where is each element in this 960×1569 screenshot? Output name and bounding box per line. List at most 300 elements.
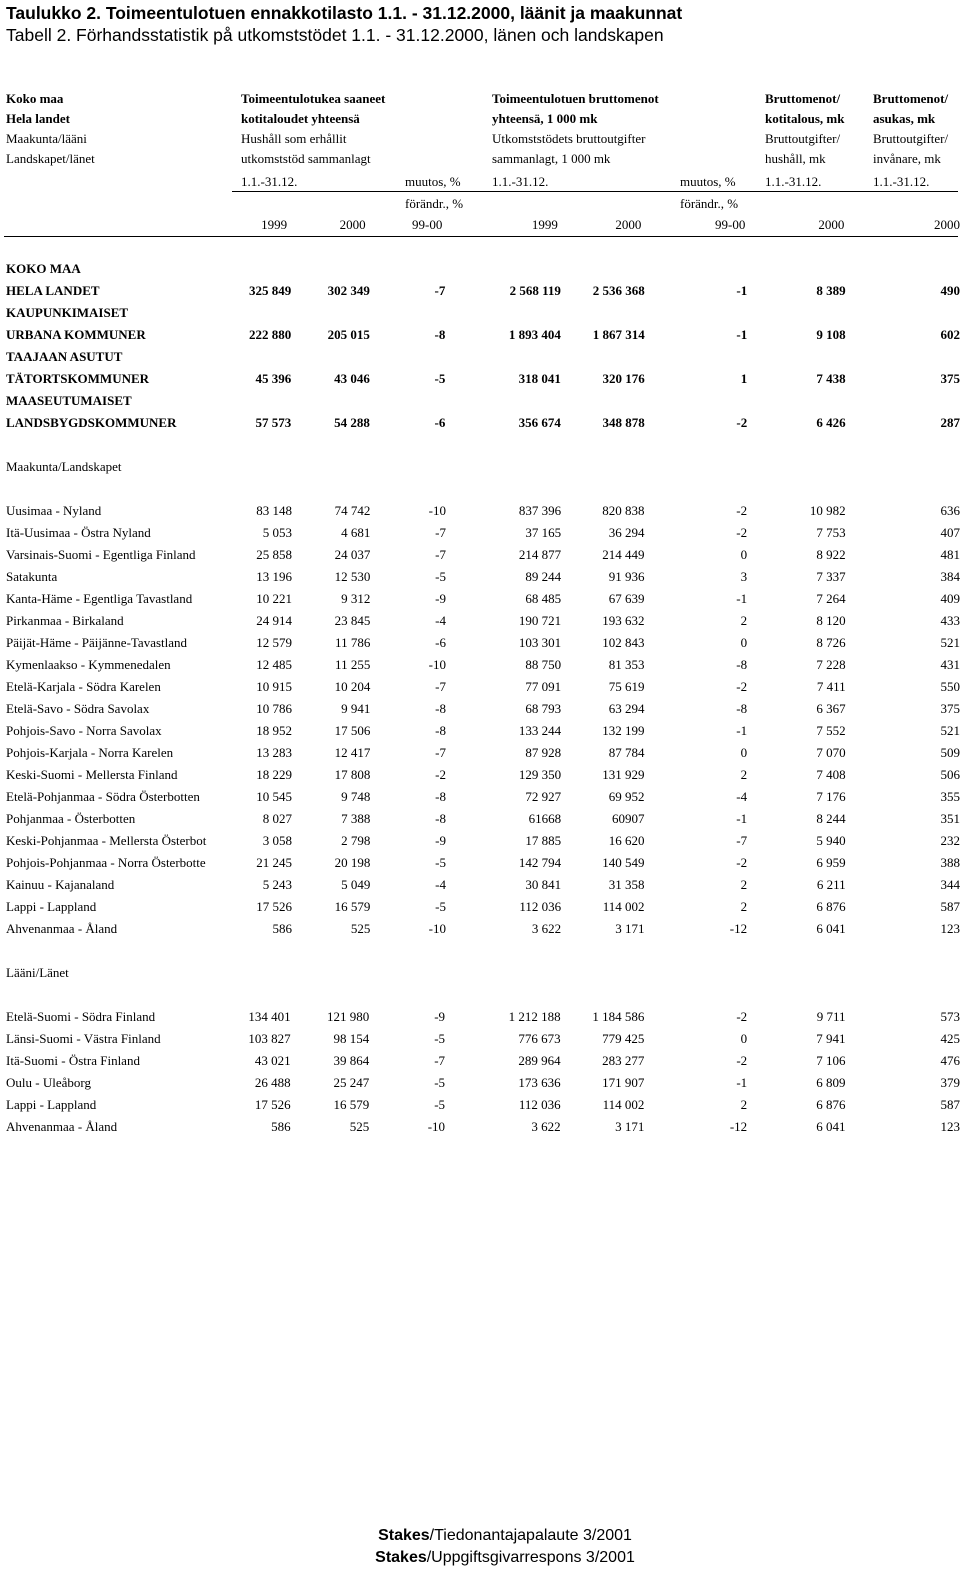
table-row bbox=[0, 852, 960, 874]
table-cell: 9 711 bbox=[816, 1009, 846, 1024]
table-cell: 7 408 bbox=[816, 767, 846, 782]
year-label: 1999 bbox=[531, 217, 558, 232]
table-cell: 9 108 bbox=[816, 327, 846, 342]
table-cell: 573 bbox=[940, 1009, 960, 1024]
table-cell: 550 bbox=[940, 679, 960, 694]
table-cell: 17 808 bbox=[334, 767, 371, 782]
table-cell: 4 681 bbox=[341, 525, 371, 540]
table-cell: 43 046 bbox=[334, 371, 370, 386]
row-label: Lappi - Lappland bbox=[6, 1097, 97, 1112]
table-cell: 320 176 bbox=[602, 371, 645, 386]
table-row bbox=[0, 412, 960, 434]
table-cell: 6 809 bbox=[816, 1075, 846, 1090]
row-label: Keski-Suomi - Mellersta Finland bbox=[6, 767, 178, 782]
table-cell: 433 bbox=[940, 613, 960, 628]
table-cell: -5 bbox=[435, 855, 447, 870]
header-text: invånare, mk bbox=[873, 151, 941, 166]
row-label: KOKO MAA bbox=[6, 261, 81, 276]
table-cell: 7 106 bbox=[816, 1053, 846, 1068]
year-header-row bbox=[0, 214, 960, 236]
table-cell: 7 264 bbox=[816, 591, 846, 606]
table-row bbox=[0, 566, 960, 588]
table-cell: 30 841 bbox=[525, 877, 562, 892]
table-cell: 77 091 bbox=[525, 679, 562, 694]
table-cell: 2 bbox=[740, 1097, 748, 1112]
table-cell: 379 bbox=[940, 1075, 960, 1090]
table-cell: 133 244 bbox=[518, 723, 562, 738]
table-cell: 636 bbox=[940, 503, 960, 518]
table-cell: 91 936 bbox=[608, 569, 645, 584]
row-label: Kainuu - Kajanaland bbox=[6, 877, 115, 892]
regions-title-table bbox=[0, 456, 240, 478]
table-cell: 6 876 bbox=[816, 1097, 846, 1112]
table-cell: 506 bbox=[940, 767, 960, 782]
year-label: 2000 bbox=[934, 217, 960, 232]
row-label: MAASEUTUMAISET bbox=[6, 393, 132, 408]
table-cell: 9 312 bbox=[341, 591, 371, 606]
table-cell: 1 bbox=[740, 371, 748, 386]
table-row bbox=[0, 1050, 960, 1072]
table-cell: -5 bbox=[435, 569, 447, 584]
header-region-column bbox=[6, 89, 95, 169]
table-row bbox=[0, 698, 960, 720]
table-cell: 0 bbox=[740, 635, 748, 650]
table-cell: 5 053 bbox=[262, 525, 293, 540]
row-label: Päijät-Häme - Päijänne-Tavastland bbox=[6, 635, 188, 650]
table-cell: 289 964 bbox=[518, 1053, 561, 1068]
table-cell: 318 041 bbox=[518, 371, 561, 386]
table-cell: -8 bbox=[736, 701, 748, 716]
table-row bbox=[0, 390, 960, 412]
country-table bbox=[0, 258, 960, 434]
table-cell: 88 750 bbox=[525, 657, 562, 672]
table-cell: 375 bbox=[940, 371, 960, 386]
table-cell: 325 849 bbox=[248, 283, 292, 298]
table-cell: 17 506 bbox=[334, 723, 371, 738]
table-cell: 67 639 bbox=[608, 591, 645, 606]
table-row bbox=[0, 874, 960, 896]
table-cell: 39 864 bbox=[333, 1053, 370, 1068]
provinces-table bbox=[0, 1006, 960, 1138]
table-cell: 140 549 bbox=[602, 855, 645, 870]
row-label: Etelä-Suomi - Södra Finland bbox=[6, 1009, 156, 1024]
table-cell: 6 367 bbox=[816, 701, 846, 716]
table-cell: 476 bbox=[940, 1053, 960, 1068]
table-cell: 2 568 119 bbox=[509, 283, 561, 298]
table-row bbox=[0, 588, 960, 610]
row-label: Itä-Suomi - Östra Finland bbox=[6, 1053, 140, 1068]
table-cell: 18 229 bbox=[256, 767, 293, 782]
period-label: 1.1.-31.12. bbox=[241, 174, 298, 189]
table-cell: 10 982 bbox=[809, 503, 846, 518]
table-cell: 68 793 bbox=[525, 701, 562, 716]
table-cell: 75 619 bbox=[608, 679, 645, 694]
table-cell: 837 396 bbox=[518, 503, 562, 518]
table-cell: 7 070 bbox=[816, 745, 846, 760]
table-cell: 173 636 bbox=[518, 1075, 561, 1090]
row-label: Keski-Pohjanmaa - Mellersta Österbot bbox=[6, 833, 207, 848]
table-cell: 20 198 bbox=[334, 855, 371, 870]
table-cell: -2 bbox=[736, 525, 748, 540]
table-row bbox=[0, 346, 960, 368]
table-cell: 222 880 bbox=[248, 327, 292, 342]
table-cell: 388 bbox=[940, 855, 960, 870]
table-cell: 7 753 bbox=[816, 525, 846, 540]
table-row bbox=[0, 522, 960, 544]
table-cell: 89 244 bbox=[525, 569, 562, 584]
table-cell: 586 bbox=[271, 1119, 291, 1134]
table-row bbox=[0, 280, 960, 302]
table-cell: 57 573 bbox=[255, 415, 292, 430]
header-text: asukas, mk bbox=[873, 111, 936, 126]
table-cell: 25 858 bbox=[256, 547, 293, 562]
table-cell: 9 748 bbox=[341, 789, 371, 804]
table-cell: 425 bbox=[940, 1031, 960, 1046]
table-cell: -9 bbox=[434, 1009, 446, 1024]
table-cell: 348 878 bbox=[602, 415, 645, 430]
table-cell: -8 bbox=[736, 657, 748, 672]
table-cell: 6 959 bbox=[816, 855, 846, 870]
table-cell: 43 021 bbox=[254, 1053, 291, 1068]
row-label: Pohjois-Savo - Norra Savolax bbox=[6, 723, 162, 738]
table-cell: 13 196 bbox=[256, 569, 293, 584]
table-cell: 1 184 586 bbox=[592, 1009, 645, 1024]
row-label: Länsi-Suomi - Västra Finland bbox=[6, 1031, 161, 1046]
table-cell: -7 bbox=[435, 679, 447, 694]
table-row bbox=[0, 786, 960, 808]
table-cell: -6 bbox=[434, 415, 446, 430]
period-label: 1.1.-31.12. bbox=[492, 174, 549, 189]
period-label: 1.1.-31.12. bbox=[873, 174, 930, 189]
table-cell: -1 bbox=[736, 283, 748, 298]
table-row bbox=[0, 610, 960, 632]
table-cell: -10 bbox=[427, 1119, 446, 1134]
table-cell: 3 622 bbox=[531, 1119, 561, 1134]
footer-text: /Uppgiftsgivarrespons 3/2001 bbox=[426, 1549, 635, 1566]
table-cell: 23 845 bbox=[334, 613, 371, 628]
table-cell: 10 204 bbox=[334, 679, 371, 694]
footer-text: /Tiedonantajapalaute 3/2001 bbox=[429, 1527, 632, 1544]
table-row bbox=[0, 324, 960, 346]
table-cell: -6 bbox=[435, 635, 447, 650]
table-cell: 72 927 bbox=[525, 789, 562, 804]
table-cell: 10 786 bbox=[256, 701, 293, 716]
table-cell: 287 bbox=[940, 415, 960, 430]
row-label: URBANA KOMMUNER bbox=[6, 327, 146, 342]
table-cell: 431 bbox=[940, 657, 960, 672]
table-cell: -7 bbox=[434, 1053, 446, 1068]
table-cell: 103 827 bbox=[248, 1031, 291, 1046]
table-cell: -7 bbox=[736, 833, 748, 848]
header-text: sammanlagt, 1 000 mk bbox=[492, 151, 611, 166]
table-cell: -4 bbox=[435, 877, 447, 892]
table-row bbox=[0, 544, 960, 566]
header-text: yhteensä, 1 000 mk bbox=[492, 111, 598, 126]
header-text: Toimeentulotukea saaneet bbox=[241, 91, 386, 106]
year-label: 2000 bbox=[339, 217, 366, 232]
table-row bbox=[0, 632, 960, 654]
table-cell: -7 bbox=[435, 547, 447, 562]
table-cell: 13 283 bbox=[256, 745, 293, 760]
table-row bbox=[0, 1094, 960, 1116]
table-cell: 18 952 bbox=[256, 723, 293, 738]
table-cell: 25 247 bbox=[333, 1075, 370, 1090]
table-row bbox=[0, 302, 960, 324]
table-cell: 21 245 bbox=[256, 855, 293, 870]
table-cell: 1 212 188 bbox=[508, 1009, 561, 1024]
table-cell: 586 bbox=[272, 921, 293, 936]
row-label: Pirkanmaa - Birkaland bbox=[6, 613, 124, 628]
header-text: Hela landet bbox=[6, 111, 70, 126]
table-row bbox=[0, 676, 960, 698]
table-cell: 10 545 bbox=[256, 789, 293, 804]
table-cell: 8 244 bbox=[816, 811, 846, 826]
table-cell: 26 488 bbox=[254, 1075, 291, 1090]
table-cell: 54 288 bbox=[334, 415, 370, 430]
table-cell: 2 bbox=[740, 613, 748, 628]
table-cell: -5 bbox=[434, 1097, 446, 1112]
table-row bbox=[0, 368, 960, 390]
regions-table bbox=[0, 500, 960, 940]
table-cell: 131 929 bbox=[602, 767, 645, 782]
change-label-sv: förändr., % bbox=[680, 196, 739, 211]
row-label: Kanta-Häme - Egentliga Tavastland bbox=[6, 591, 193, 606]
table-cell: 302 349 bbox=[327, 283, 370, 298]
table-cell: 8 027 bbox=[262, 811, 293, 826]
table-cell: -12 bbox=[729, 921, 748, 936]
table-cell: 3 bbox=[740, 569, 748, 584]
table-cell: 121 980 bbox=[327, 1009, 370, 1024]
table-cell: 8 922 bbox=[816, 547, 846, 562]
table-row bbox=[0, 764, 960, 786]
table-cell: 602 bbox=[940, 327, 960, 342]
row-label: Satakunta bbox=[6, 569, 58, 584]
table-cell: 7 388 bbox=[341, 811, 371, 826]
table-cell: 521 bbox=[940, 635, 960, 650]
table-cell: -2 bbox=[736, 1053, 748, 1068]
row-label: Uusimaa - Nyland bbox=[6, 503, 102, 518]
row-label: Kymenlaakso - Kymmenedalen bbox=[6, 657, 171, 672]
table-cell: -8 bbox=[435, 701, 447, 716]
table-cell: -9 bbox=[435, 591, 447, 606]
table-cell: -10 bbox=[428, 503, 447, 518]
table-cell: -5 bbox=[435, 899, 447, 914]
table-cell: 0 bbox=[740, 1031, 748, 1046]
header-text: Landskapet/länet bbox=[6, 151, 95, 166]
table-row bbox=[0, 742, 960, 764]
table-cell: 820 838 bbox=[602, 503, 645, 518]
table-cell: 7 941 bbox=[816, 1031, 846, 1046]
row-label: Pohjois-Pohjanmaa - Norra Österbotte bbox=[6, 855, 206, 870]
table-cell: 7 438 bbox=[816, 371, 846, 386]
header-per-household-column bbox=[765, 89, 844, 169]
table-cell: -2 bbox=[736, 679, 748, 694]
header-expenditure-column bbox=[492, 89, 659, 169]
table-cell: 36 294 bbox=[608, 525, 645, 540]
table-cell: 81 353 bbox=[608, 657, 645, 672]
table-cell: 5 049 bbox=[341, 877, 371, 892]
table-cell: 87 928 bbox=[525, 745, 562, 760]
table-row bbox=[0, 1072, 960, 1094]
table-cell: 2 bbox=[740, 767, 748, 782]
title-block bbox=[6, 2, 682, 46]
table-cell: -2 bbox=[736, 503, 748, 518]
section-title-regions: Maakunta/Landskapet bbox=[6, 459, 122, 474]
footer-line-2 bbox=[0, 1547, 960, 1569]
table-cell: 3 171 bbox=[615, 921, 645, 936]
table-cell: -5 bbox=[434, 1031, 446, 1046]
row-label: Ahvenanmaa - Åland bbox=[6, 1119, 118, 1134]
header-per-inhabitant-column bbox=[873, 89, 948, 169]
table-cell: 375 bbox=[940, 701, 960, 716]
table-cell: 12 530 bbox=[334, 569, 371, 584]
table-cell: 214 877 bbox=[518, 547, 562, 562]
year-label: 2000 bbox=[615, 217, 642, 232]
table-cell: 384 bbox=[940, 569, 960, 584]
header-text: kotitaloudet yhteensä bbox=[241, 111, 360, 126]
table-cell: 190 721 bbox=[518, 613, 562, 628]
table-cell: 123 bbox=[940, 1119, 960, 1134]
table-cell: 1 867 314 bbox=[592, 327, 645, 342]
table-cell: 9 941 bbox=[341, 701, 371, 716]
table-cell: 2 536 368 bbox=[592, 283, 645, 298]
table-cell: 10 221 bbox=[256, 591, 293, 606]
table-cell: 17 885 bbox=[525, 833, 562, 848]
table-cell: -8 bbox=[434, 327, 446, 342]
table-cell: 12 417 bbox=[334, 745, 371, 760]
table-cell: 17 526 bbox=[254, 1097, 291, 1112]
table-cell: 11 786 bbox=[335, 635, 371, 650]
table-cell: 525 bbox=[350, 921, 371, 936]
footer-brand: Stakes bbox=[378, 1527, 430, 1544]
table-cell: 8 120 bbox=[816, 613, 846, 628]
table-cell: 407 bbox=[940, 525, 960, 540]
table-cell: 16 579 bbox=[334, 899, 371, 914]
table-cell: -1 bbox=[736, 1075, 748, 1090]
table-cell: 37 165 bbox=[525, 525, 562, 540]
table-cell: 87 784 bbox=[608, 745, 645, 760]
change-label-sv: förändr., % bbox=[405, 196, 464, 211]
row-label: Oulu - Uleåborg bbox=[6, 1075, 91, 1090]
table-cell: 24 914 bbox=[256, 613, 293, 628]
table-cell: 112 036 bbox=[519, 899, 562, 914]
table-cell: 31 358 bbox=[608, 877, 645, 892]
table-cell: 193 632 bbox=[602, 613, 645, 628]
table-cell: 355 bbox=[940, 789, 960, 804]
table-cell: -10 bbox=[428, 657, 447, 672]
table-cell: 6 211 bbox=[816, 877, 846, 892]
table-cell: 16 620 bbox=[608, 833, 645, 848]
table-cell: 24 037 bbox=[334, 547, 371, 562]
table-cell: 7 552 bbox=[816, 723, 846, 738]
table-cell: 5 243 bbox=[262, 877, 293, 892]
row-label: Etelä-Savo - Södra Savolax bbox=[6, 701, 150, 716]
table-cell: 2 bbox=[740, 877, 748, 892]
table-cell: 10 915 bbox=[256, 679, 293, 694]
header-households-column bbox=[241, 89, 385, 169]
table-cell: 98 154 bbox=[333, 1031, 370, 1046]
table-row bbox=[0, 918, 960, 940]
table-cell: 2 798 bbox=[341, 833, 371, 848]
table-cell: -8 bbox=[435, 789, 447, 804]
table-cell: 8 726 bbox=[816, 635, 846, 650]
table-cell: -1 bbox=[736, 327, 748, 342]
table-row bbox=[0, 830, 960, 852]
header-text: hushåll, mk bbox=[765, 151, 826, 166]
table-cell: 0 bbox=[740, 547, 748, 562]
year-label: 1999 bbox=[261, 217, 288, 232]
table-cell: 12 579 bbox=[256, 635, 293, 650]
table-cell: 114 002 bbox=[602, 899, 645, 914]
table-row bbox=[0, 720, 960, 742]
provinces-title-table bbox=[0, 962, 240, 984]
table-cell: 283 277 bbox=[602, 1053, 645, 1068]
table-cell: 232 bbox=[940, 833, 960, 848]
row-label: HELA LANDET bbox=[6, 283, 100, 298]
table-cell: 103 301 bbox=[518, 635, 562, 650]
table-cell: 6 041 bbox=[816, 1119, 846, 1134]
header-bottom-rule bbox=[4, 236, 958, 237]
table-cell: -2 bbox=[435, 767, 447, 782]
row-label: Varsinais-Suomi - Egentliga Finland bbox=[6, 547, 196, 562]
table-cell: 11 255 bbox=[335, 657, 371, 672]
row-label: Etelä-Pohjanmaa - Södra Österbotten bbox=[6, 789, 200, 804]
table-cell: 7 411 bbox=[816, 679, 846, 694]
table-cell: -2 bbox=[736, 415, 748, 430]
table-cell: -7 bbox=[435, 745, 447, 760]
table-row bbox=[0, 1116, 960, 1138]
table-row bbox=[0, 258, 960, 280]
table-cell: -12 bbox=[729, 1119, 748, 1134]
table-cell: -7 bbox=[434, 283, 446, 298]
table-cell: 69 952 bbox=[608, 789, 645, 804]
table-cell: 8 389 bbox=[816, 283, 846, 298]
table-cell: 525 bbox=[349, 1119, 370, 1134]
table-cell: 114 002 bbox=[602, 1097, 645, 1112]
header-text: Koko maa bbox=[6, 91, 64, 106]
table-cell: 779 425 bbox=[602, 1031, 645, 1046]
table-cell: -4 bbox=[435, 613, 447, 628]
table-cell: 509 bbox=[940, 745, 960, 760]
header-text: Hushåll som erhållit bbox=[241, 131, 347, 146]
table-cell: 1 893 404 bbox=[508, 327, 561, 342]
table-cell: 134 401 bbox=[248, 1009, 291, 1024]
table-cell: 205 015 bbox=[327, 327, 370, 342]
header-text: Bruttoutgifter/ bbox=[873, 131, 949, 146]
table-cell: -2 bbox=[736, 1009, 748, 1024]
row-label: KAUPUNKIMAISET bbox=[6, 305, 129, 320]
table-row bbox=[0, 1028, 960, 1050]
table-cell: -8 bbox=[435, 811, 447, 826]
table-cell: 3 058 bbox=[262, 833, 293, 848]
header-text: Bruttomenot/ bbox=[765, 91, 841, 106]
row-label: Ahvenanmaa - Åland bbox=[6, 921, 118, 936]
table-cell: 521 bbox=[940, 723, 960, 738]
year-label: 2000 bbox=[818, 217, 845, 232]
title-finnish: Taulukko 2. Toimeentulotuen ennakkotilasto 1.1. - 31.12.2000, läänit ja maakunnat bbox=[6, 3, 683, 23]
row-label: Pohjanmaa - Österbotten bbox=[6, 811, 136, 826]
table-cell: 351 bbox=[940, 811, 960, 826]
table-cell: 0 bbox=[740, 745, 748, 760]
table-cell: -5 bbox=[434, 371, 446, 386]
row-label: Lappi - Lappland bbox=[6, 899, 97, 914]
table-cell: 63 294 bbox=[608, 701, 645, 716]
year-label: 99-00 bbox=[715, 217, 746, 232]
change-label-fi: muutos, % bbox=[405, 174, 461, 189]
table-cell: 12 485 bbox=[256, 657, 293, 672]
table-cell: 60907 bbox=[612, 811, 645, 826]
table-cell: 7 176 bbox=[816, 789, 846, 804]
